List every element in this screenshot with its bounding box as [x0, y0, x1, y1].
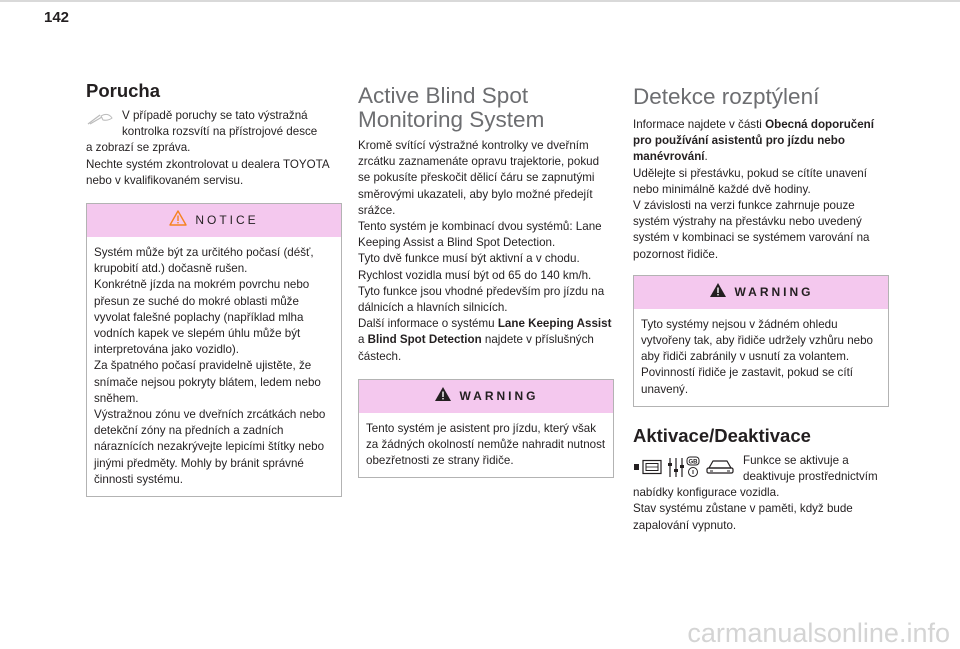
column-blind-spot: [358, 84, 614, 478]
blind-spot-text-5: Tyto funkce jsou vhodné především pro jízdu na dálnicích a hlavních silnicích.: [358, 284, 605, 315]
blind-spot-text-4: Rychlost vozidla musí být od 65 do 140 km/h.: [358, 268, 592, 282]
watermark: carmanualsonline.info: [687, 618, 950, 648]
fault-text-rest: a zobrazí se zpráva.: [86, 141, 191, 155]
blind-spot-text-2: Tento systém je kombinací dvou systémů: Lane Keeping Assist a Blind Spot Detection.: [358, 220, 602, 250]
fault-text-2: Nechte systém zkontrolovat u dealera TOYOTA nebo v kvalifikovaném servisu.: [86, 157, 329, 187]
notice-title: NOTICE: [195, 213, 259, 228]
warning-triangle-icon: [709, 282, 727, 303]
activation-heading: Aktivace/Deaktivace: [633, 424, 811, 446]
icon-badge-text: GB: [688, 459, 698, 466]
top-rule: [0, 0, 960, 2]
notice-box: [86, 203, 342, 497]
blind-spot-warning-icon: [86, 112, 114, 131]
column-distraction: [633, 85, 889, 534]
activation-paragraph: [633, 453, 889, 534]
warning-title: WARNING: [459, 389, 539, 404]
warning-text: Tento systém je asistent pro jízdu, který však za žádných okolností nemůže nahradit nutnost obezřetnosti ze strany řidiče.: [366, 421, 606, 468]
warning-body: [634, 309, 888, 406]
warning-text: Tyto systémy nejsou v žádném ohledu vytvořeny tak, aby řidiče udržely vzhůru nebo aby řidiči zabránily v usnutí za volantem. Povinností řidiče je zastavit, pokud se cítí unavený.: [641, 317, 873, 396]
distraction-intro: Informace najdete v části Obecná doporučení pro používání asistentů pro jízdu nebo manévrování.: [633, 118, 874, 164]
notice-header: [87, 204, 341, 237]
car-icon: [705, 458, 735, 481]
touchscreen-icon: [633, 459, 663, 480]
warning-header: [634, 276, 888, 309]
warning-body: [359, 413, 613, 478]
activation-text-rest: nabídky konfigurace vozidla.: [633, 486, 780, 500]
blind-spot-warning-box: [358, 379, 614, 479]
blind-spot-text-3: Tyto dvě funkce musí být aktivní a v chodu.: [358, 252, 580, 266]
column-fault: [86, 80, 342, 497]
vehicle-settings-icon: [667, 455, 701, 484]
activation-text-2: Stav systému zůstane v paměti, když bude zapalování vypnuto.: [633, 502, 853, 532]
activation-icons: [633, 455, 735, 484]
blind-spot-text-1: Kromě svítící výstražné kontrolky ve dveřním zrcátku zaznamenáte opravu trajektorie, pokud se pokusíte přeskočit dělicí čáru se zapnutými směrovými ukazateli, aby bylo možné předejít srážce.: [358, 139, 600, 217]
fault-heading: Porucha: [86, 80, 161, 101]
notice-text-3: Za špatného počasí pravidelně ujistěte, že snímače nejsou pokryty blátem, ledem nebo sněhem.: [94, 359, 321, 405]
distraction-text-3: V závislosti na verzi funkce zahrnuje pouze systém výstrahy na přestávku nebo uvedený systém v kombinaci se systémem varování na pozornost řidiče.: [633, 199, 870, 261]
warning-triangle-icon: [434, 386, 452, 407]
page-number: 142: [44, 9, 70, 26]
blind-spot-heading: Active Blind Spot Monitoring System: [358, 83, 545, 132]
warning-title: WARNING: [734, 285, 814, 300]
blind-spot-text-6: Další informace o systému Lane Keeping Assist a Blind Spot Detection najdete v příslušných částech.: [358, 317, 612, 363]
warning-header: [359, 380, 613, 413]
distraction-heading: Detekce rozptýlení: [633, 84, 820, 109]
notice-text-4: Výstražnou zónu ve dveřních zrcátkách nebo detekční zóny na předních a zadních náraznících nezakrývejte lepicími štítky nebo jinými předměty. Mohly by bránit správné činnosti systému.: [94, 408, 326, 486]
notice-text-2: Konkrétně jízda na mokrém povrchu nebo přesun ze suché do mokré oblasti může vyvolat falešné poplachy (například mlha vodních kapek ve slepém úhlu může být interpretována jako vozidlo).: [94, 278, 310, 357]
distraction-warning-box: [633, 275, 889, 407]
distraction-text-2: Udělejte si přestávku, pokud se cítíte unavení nebo minimálně každé dvě hodiny.: [633, 166, 867, 196]
warning-triangle-icon: [169, 210, 187, 231]
notice-text-1: Systém může být za určitého počasí (déšť, krupobití atd.) dočasně rušen.: [94, 246, 314, 276]
activation-text-wrapped: Funkce se aktivuje a deaktivuje prostřednictvím: [743, 453, 878, 484]
notice-body: [87, 237, 341, 496]
fault-text-wrapped: V případě poruchy se tato výstražná kontrolka rozsvítí na přístrojové desce: [122, 109, 318, 139]
fault-paragraph: [86, 108, 342, 189]
